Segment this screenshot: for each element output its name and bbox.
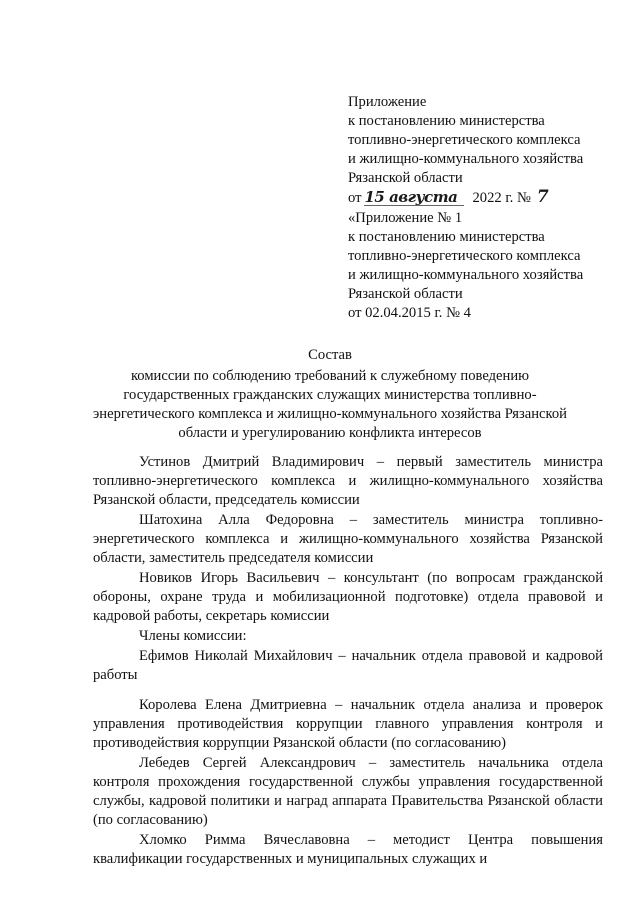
appendix-current bbox=[348, 93, 583, 208]
appendix-line: топливно-энергетического комплекса bbox=[348, 248, 581, 264]
member-paragraph: Лебедев Сергей Александрович – заместитель начальника отдела контроля прохождения государственной службы управления государственной службы, кадровой политики и наград аппарата Правительства Рязанской области (по согласованию) bbox=[93, 755, 603, 828]
member-paragraph: Ефимов Николай Михайлович – начальник отдела правовой и кадровой работы bbox=[93, 648, 603, 683]
appendix-line: топливно-энергетического комплекса bbox=[348, 132, 581, 148]
handwritten-number: 7 bbox=[536, 187, 549, 207]
document-title bbox=[80, 346, 580, 443]
member-paragraph: Хломко Римма Вячеславовна – методист Центра повышения квалификации государственных и муниципальных служащих и bbox=[93, 832, 603, 867]
appendix-line: Приложение bbox=[348, 94, 427, 110]
appendix-line: и жилищно-коммунального хозяйства bbox=[348, 267, 584, 283]
appendix-date-line bbox=[348, 188, 583, 208]
appendix-line: «Приложение № 1 bbox=[348, 210, 463, 226]
title-heading: Состав bbox=[308, 347, 352, 363]
title-line: энергетического комплекса и жилищно-коммунального хозяйства Рязанской bbox=[93, 406, 567, 422]
title-line: комиссии по соблюдению требований к служебному поведению bbox=[130, 368, 530, 384]
appendix-line: Рязанской области bbox=[348, 286, 463, 302]
members-heading: Члены комиссии: bbox=[139, 628, 247, 644]
appendix-line: Рязанской области bbox=[348, 170, 463, 186]
member-paragraph: Новиков Игорь Васильевич – консультант (по вопросам гражданской обороны, охране труда и мобилизационной подготовке) отдела правовой и кадровой работы, секретарь комиссии bbox=[93, 570, 603, 624]
commission-members bbox=[93, 453, 603, 870]
handwritten-date: 15 августа bbox=[364, 189, 464, 206]
title-line: государственных гражданских служащих министерства топливно- bbox=[123, 387, 537, 403]
appendix-line: от 02.04.2015 г. № 4 bbox=[348, 305, 471, 321]
appendix-line: к постановлению министерства bbox=[348, 113, 545, 129]
appendix-line: к постановлению министерства bbox=[348, 229, 545, 245]
from-label: от bbox=[348, 190, 362, 206]
member-paragraph: Шатохина Алла Федоровна – заместитель министра топливно-энергетического комплекса и жилищно-коммунального хозяйства Рязанской области, заместитель председателя комиссии bbox=[93, 512, 603, 566]
member-paragraph: Королева Елена Дмитриевна – начальник отдела анализа и проверок управления противодействия коррупции главного управления контроля и противодействия коррупции Рязанской области (по согласованию) bbox=[93, 697, 603, 751]
appendix-original bbox=[348, 209, 583, 323]
year-label: 2022 г. № bbox=[472, 190, 531, 206]
appendix-line: и жилищно-коммунального хозяйства bbox=[348, 151, 584, 167]
title-line: области и урегулированию конфликта интересов bbox=[178, 425, 482, 441]
member-paragraph: Устинов Дмитрий Владимирович – первый заместитель министра топливно-энергетического комплекса и жилищно-коммунального хозяйства Рязанской области, председатель комиссии bbox=[93, 454, 603, 508]
